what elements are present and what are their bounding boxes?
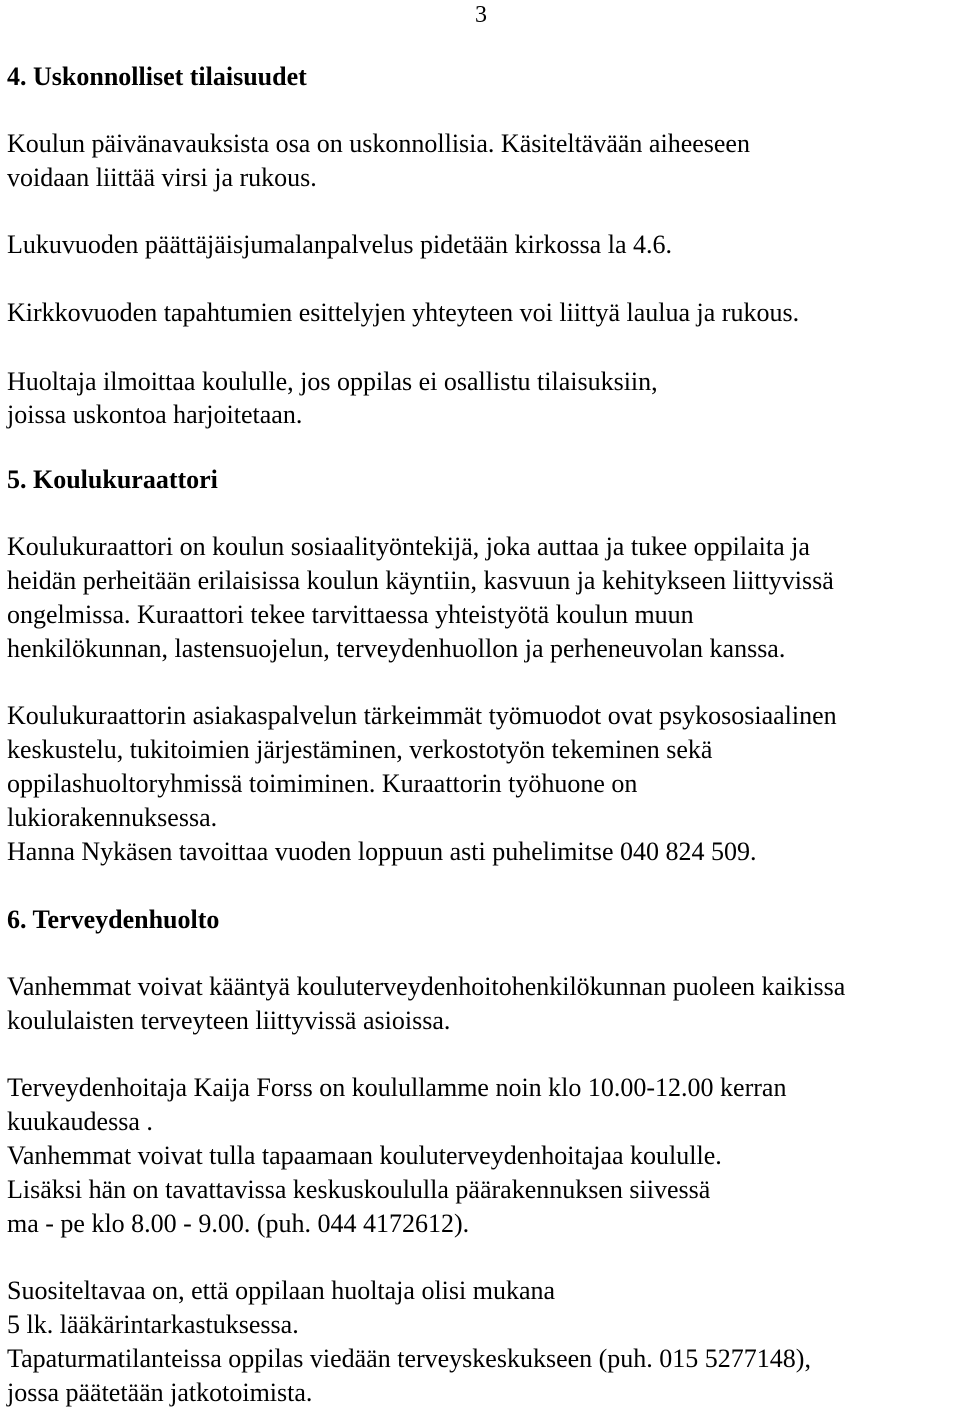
section-5-paragraph-1-line-1: Koulukuraattori on koulun sosiaalityöntekijä, joka auttaa ja tukee oppilaita ja: [7, 532, 810, 561]
section-6-paragraph-3-line-2: 5 lk. lääkärintarkastuksessa.: [7, 1310, 299, 1339]
section-6-paragraph-2-line-4: Lisäksi hän on tavattavissa keskuskoululla päärakennuksen siivessä: [7, 1175, 711, 1204]
section-5-paragraph-2-line-2: keskustelu, tukitoimien järjestäminen, verkostotyön tekeminen sekä: [7, 735, 713, 764]
section-6-paragraph-3-line-4: jossa päätetään jatkotoimista.: [7, 1378, 313, 1407]
section-6-paragraph-1-line-1: Vanhemmat voivat kääntyä kouluterveydenhoitohenkilökunnan puoleen kaikissa: [7, 972, 846, 1001]
section-6-heading: 6. Terveydenhuolto: [7, 905, 220, 934]
section-5-paragraph-1-line-3: ongelmissa. Kuraattori tekee tarvittaessa yhteistyötä koulun muun: [7, 600, 694, 629]
section-4-paragraph-4-line-1: Huoltaja ilmoittaa koululle, jos oppilas ei osallistu tilaisuksiin,: [7, 367, 658, 396]
section-4-paragraph-4-line-2: joissa uskontoa harjoitetaan.: [7, 400, 303, 429]
section-4-paragraph-2: Lukuvuoden päättäjäisjumalanpalvelus pidetään kirkossa la 4.6.: [7, 230, 672, 259]
section-6-paragraph-2-line-2: kuukaudessa .: [7, 1107, 153, 1136]
section-5-paragraph-2-line-3: oppilashuoltoryhmissä toimiminen. Kuraattorin työhuone on: [7, 769, 638, 798]
section-5-paragraph-2-line-4: lukiorakennuksessa.: [7, 803, 218, 832]
section-4-paragraph-1-line-2: voidaan liittää virsi ja rukous.: [7, 163, 317, 192]
section-4-paragraph-1-line-1: Koulun päivänavauksista osa on uskonnollisia. Käsiteltävään aiheeseen: [7, 129, 750, 158]
section-5-paragraph-2-line-5: Hanna Nykäsen tavoittaa vuoden loppuun asti puhelimitse 040 824 509.: [7, 837, 757, 866]
section-4-paragraph-3: Kirkkovuoden tapahtumien esittelyjen yhteyteen voi liittyä laulua ja rukous.: [7, 298, 800, 327]
section-5-heading: 5. Koulukuraattori: [7, 465, 218, 494]
section-6-paragraph-2-line-3: Vanhemmat voivat tulla tapaamaan kouluterveydenhoitajaa koululle.: [7, 1141, 722, 1170]
section-6-paragraph-1-line-2: koululaisten terveyteen liittyvissä asioissa.: [7, 1006, 451, 1035]
section-6-paragraph-2-line-5: ma - pe klo 8.00 - 9.00. (puh. 044 4172612).: [7, 1209, 470, 1238]
section-5-paragraph-1-line-4: henkilökunnan, lastensuojelun, terveydenhuollon ja perheneuvolan kanssa.: [7, 634, 786, 663]
page-number: 3: [475, 2, 487, 28]
section-4-heading: 4. Uskonnolliset tilaisuudet: [7, 62, 307, 91]
section-5-paragraph-2-line-1: Koulukuraattorin asiakaspalvelun tärkeimmät työmuodot ovat psykososiaalinen: [7, 701, 837, 730]
section-6-paragraph-3-line-1: Suositeltavaa on, että oppilaan huoltaja olisi mukana: [7, 1276, 556, 1305]
section-6-paragraph-2-line-1: Terveydenhoitaja Kaija Forss on koulullamme noin klo 10.00-12.00 kerran: [7, 1073, 787, 1102]
section-6-paragraph-3-line-3: Tapaturmatilanteissa oppilas viedään terveyskeskukseen (puh. 015 5277148),: [7, 1344, 811, 1373]
section-5-paragraph-1-line-2: heidän perheitään erilaisissa koulun käyntiin, kasvuun ja kehitykseen liittyvissä: [7, 566, 834, 595]
